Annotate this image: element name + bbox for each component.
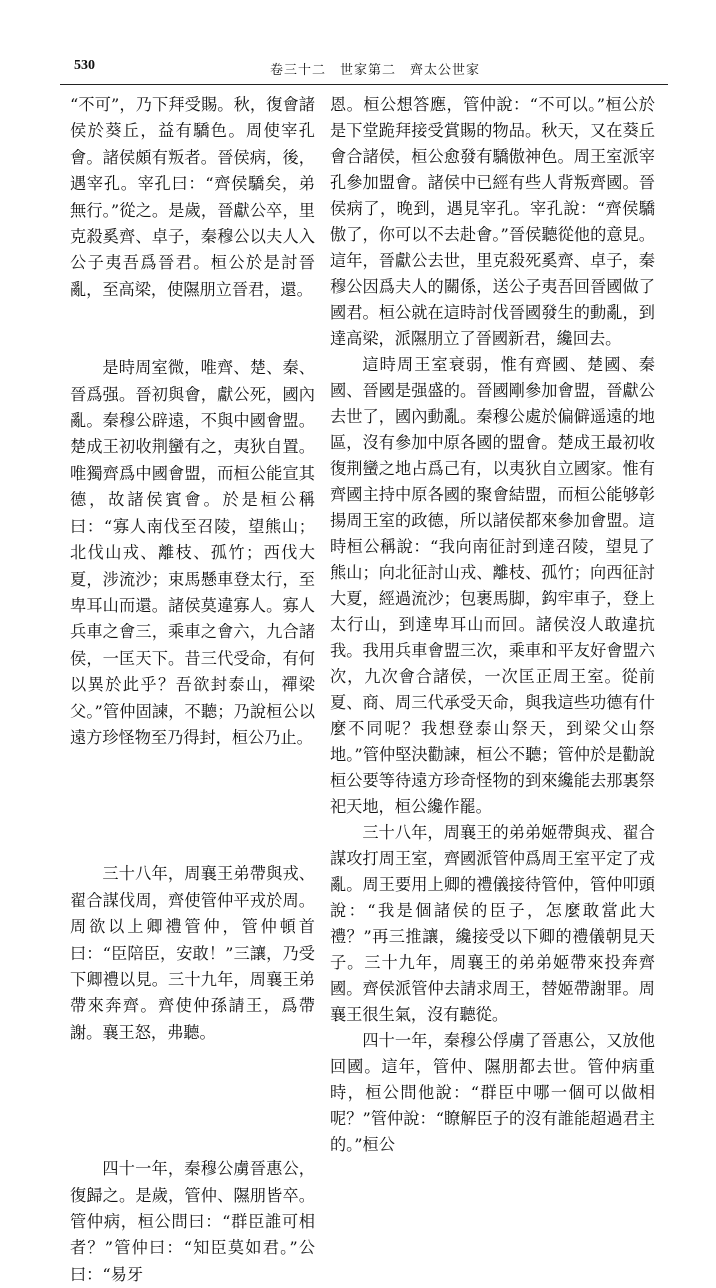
classical-paragraph-2: 是時周室微，唯齊、楚、秦、晉爲强。晉初與會，獻公死，國內亂。秦穆公辟遠，不與中國會盟。楚成王初收荆蠻有之，夷狄自置。唯獨齊爲中國會盟，而桓公能宣其德，故諸侯賓會。於是桓公稱曰：“寡人南伐至召陵，望熊山；北伐山戎、離枝、孤竹；西伐大夏，涉流沙；束馬懸車登太行，至卑耳山而還。諸侯莫違寡人。寡人兵車之會三，乘車之會六，九合諸侯，一匡天下。昔三代受命，有何以異於此乎？吾欲封泰山，禪梁父。”管仲固諫，不聽；乃說桓公以遠方珍怪物至乃得封，桓公乃止。 xyxy=(70,358,315,747)
translation-paragraph-3: 三十八年，周襄王的弟弟姬帶與戎、翟合謀攻打周王室，齊國派管仲爲周王室平定了戎亂。周王要用上卿的禮儀接待管仲，管仲叩頭說：“我是個諸侯的臣子，怎麼敢當此大禮？”再三推讓，纔接受以下卿的禮儀朝見天子。三十九年，周襄王的弟弟姬帶來投奔齊國。齊侯派管仲去請求周王，替姬帶謝罪。周襄王很生氣，沒有聽從。 xyxy=(330,823,655,1024)
classical-paragraph-3: 三十八年，周襄王弟帶與戎、翟合謀伐周，齊使管仲平戎於周。周欲以上卿禮管仲，管仲頓首曰：“臣陪臣，安敢！”三讓，乃受下卿禮以見。三十九年，周襄王弟帶來奔齊。齊使仲孫請王，爲帶謝。襄王怒，弗聽。 xyxy=(70,864,315,1042)
translation-column xyxy=(330,92,655,1154)
page-header xyxy=(40,58,676,80)
running-title: 卷三十二 世家第二 齊太公世家 xyxy=(270,63,481,78)
header-rule xyxy=(60,84,668,85)
classical-text-column xyxy=(70,92,315,1284)
translation-paragraph-2: 這時周王室衰弱，惟有齊國、楚國、秦國、晉國是强盛的。晉國剛參加會盟，晉獻公去世了，國內動亂。秦穆公處於偏僻遥遠的地區，沒有參加中原各國的盟會。楚成王最初收復荆蠻之地占爲己有，以夷狄自立國家。惟有齊國主持中原各國的聚會結盟，而桓公能够彰揚周王室的政德，所以諸侯都來參加會盟。這時桓公稱說：“我向南征討到達召陵，望見了熊山；向北征討山戎、離枝、孤竹；向西征討大夏，經過流沙；包裹馬脚，鈎牢車子，登上太行山，到達卑耳山而回。諸侯沒人敢違抗我。我用兵車會盟三次，乘車和平友好會盟六次，九次會合諸侯，一次匡正周王室。從前夏、商、周三代承受天命，與我這些功德有什麼不同呢？我想登泰山祭天，到梁父山祭地。”管仲堅決勸諫，桓公不聽；管仲於是勸說桓公要等待遠方珍奇怪物的到來纔能去那裏祭祀天地，桓公纔作罷。 xyxy=(330,355,655,816)
classical-paragraph-4: 四十一年，秦穆公虜晉惠公，復歸之。是歲，管仲、隰朋皆卒。管仲病，桓公問曰：“群臣誰可相者？”管仲曰：“知臣莫如君。”公曰：“易牙 xyxy=(70,1159,315,1284)
page-number: 530 xyxy=(74,58,95,73)
translation-paragraph-4: 四十一年，秦穆公俘虜了晉惠公，又放他回國。這年，管仲、隰朋都去世。管仲病重時，桓公問他說：“群臣中哪一個可以做相呢？”管仲說：“瞭解臣子的沒有誰能超過君主的。”桓公 xyxy=(330,1031,655,1154)
classical-paragraph-1: “不可”，乃下拜受賜。秋，復會諸侯於葵丘，益有驕色。周使宰孔會。諸侯頗有叛者。晉侯病，後，遇宰孔。宰孔曰：“齊侯驕矣，弟無行。”從之。是歲，晉獻公卒，里克殺奚齊、卓子，秦穆公以夫人入公子夷吾爲晉君。桓公於是討晉亂，至高梁，使隰朋立晉君，還。 xyxy=(70,95,315,299)
translation-paragraph-1: 恩。桓公想答應，管仲說：“不可以。”桓公於是下堂跪拜接受賞賜的物品。秋天，又在葵丘會合諸侯，桓公愈發有驕傲神色。周王室派宰孔參加盟會。諸侯中已經有些人背叛齊國。晉侯病了，晚到，遇見宰孔。宰孔說：“齊侯驕傲了，你可以不去赴會。”晉侯聽從他的意見。這年，晉獻公去世，里克殺死奚齊、卓子，秦穆公因爲夫人的關係，送公子夷吾回晉國做了國君。桓公就在這時討伐晉國發生的動亂，到達高梁，派隰朋立了晉國新君，纔回去。 xyxy=(330,95,655,348)
